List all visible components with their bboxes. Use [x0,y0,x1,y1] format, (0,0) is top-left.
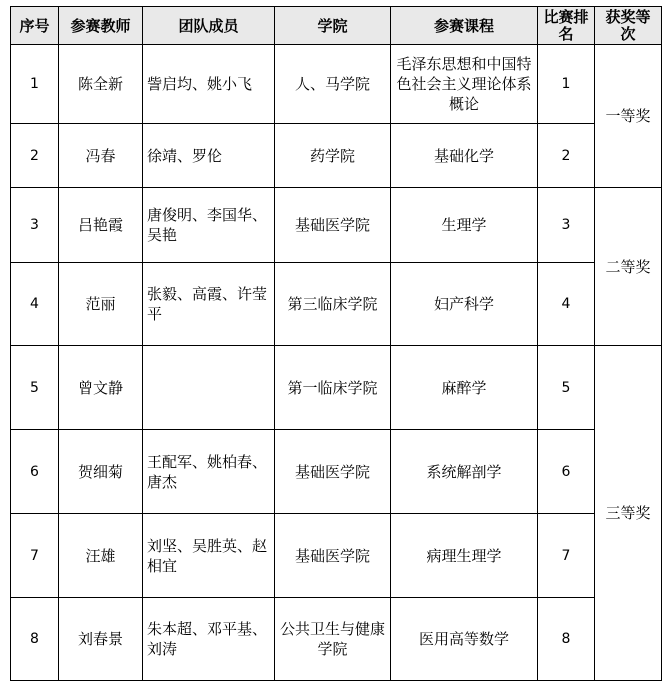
cell-rank: 5 [538,346,595,430]
cell-team: 朱本超、邓平基、刘涛 [143,598,275,681]
cell-teacher: 冯春 [59,124,143,188]
header-index: 序号 [11,7,59,45]
cell-course: 麻醉学 [391,346,538,430]
cell-course: 病理生理学 [391,514,538,598]
cell-rank: 8 [538,598,595,681]
cell-college: 人、马学院 [275,45,391,124]
header-team: 团队成员 [143,7,275,45]
cell-index: 2 [11,124,59,188]
header-course: 参赛课程 [391,7,538,45]
header-rank: 比赛排名 [538,7,595,45]
cell-team: 唐俊明、李国华、吴艳 [143,188,275,263]
cell-team: 张毅、高霞、许莹平 [143,263,275,346]
table-row [11,514,662,598]
cell-course: 生理学 [391,188,538,263]
cell-teacher: 吕艳霞 [59,188,143,263]
cell-team: 徐靖、罗伦 [143,124,275,188]
cell-college: 药学院 [275,124,391,188]
cell-team: 刘坚、吴胜英、赵相宜 [143,514,275,598]
table-row [11,188,662,263]
cell-course: 妇产科学 [391,263,538,346]
cell-teacher: 汪雄 [59,514,143,598]
table-row [11,45,662,124]
table-row [11,124,662,188]
cell-course: 系统解剖学 [391,430,538,514]
award-table [10,6,662,681]
cell-index: 3 [11,188,59,263]
cell-rank: 1 [538,45,595,124]
cell-index: 5 [11,346,59,430]
cell-college: 基础医学院 [275,430,391,514]
cell-rank: 7 [538,514,595,598]
cell-award-third: 三等奖 [595,346,662,681]
header-teacher: 参赛教师 [59,7,143,45]
table-row [11,346,662,430]
header-college: 学院 [275,7,391,45]
cell-college: 公共卫生与健康学院 [275,598,391,681]
award-table-container [10,6,662,681]
header-row [11,7,662,45]
cell-rank: 6 [538,430,595,514]
cell-teacher: 曾文静 [59,346,143,430]
cell-index: 8 [11,598,59,681]
cell-team: 訾启均、姚小飞 [143,45,275,124]
cell-teacher: 陈全新 [59,45,143,124]
cell-index: 1 [11,45,59,124]
cell-index: 7 [11,514,59,598]
cell-rank: 3 [538,188,595,263]
cell-course: 毛泽东思想和中国特色社会主义理论体系概论 [391,45,538,124]
cell-course: 医用高等数学 [391,598,538,681]
cell-teacher: 范丽 [59,263,143,346]
cell-award-first: 一等奖 [595,45,662,188]
cell-index: 6 [11,430,59,514]
cell-college: 第三临床学院 [275,263,391,346]
cell-teacher: 刘春景 [59,598,143,681]
cell-course: 基础化学 [391,124,538,188]
table-row [11,263,662,346]
cell-college: 基础医学院 [275,514,391,598]
cell-rank: 4 [538,263,595,346]
table-row [11,598,662,681]
cell-team [143,346,275,430]
table-row [11,430,662,514]
header-award: 获奖等次 [595,7,662,45]
cell-team: 王配军、姚柏春、唐杰 [143,430,275,514]
cell-college: 第一临床学院 [275,346,391,430]
cell-teacher: 贺细菊 [59,430,143,514]
cell-college: 基础医学院 [275,188,391,263]
cell-award-second: 二等奖 [595,188,662,346]
cell-index: 4 [11,263,59,346]
cell-rank: 2 [538,124,595,188]
